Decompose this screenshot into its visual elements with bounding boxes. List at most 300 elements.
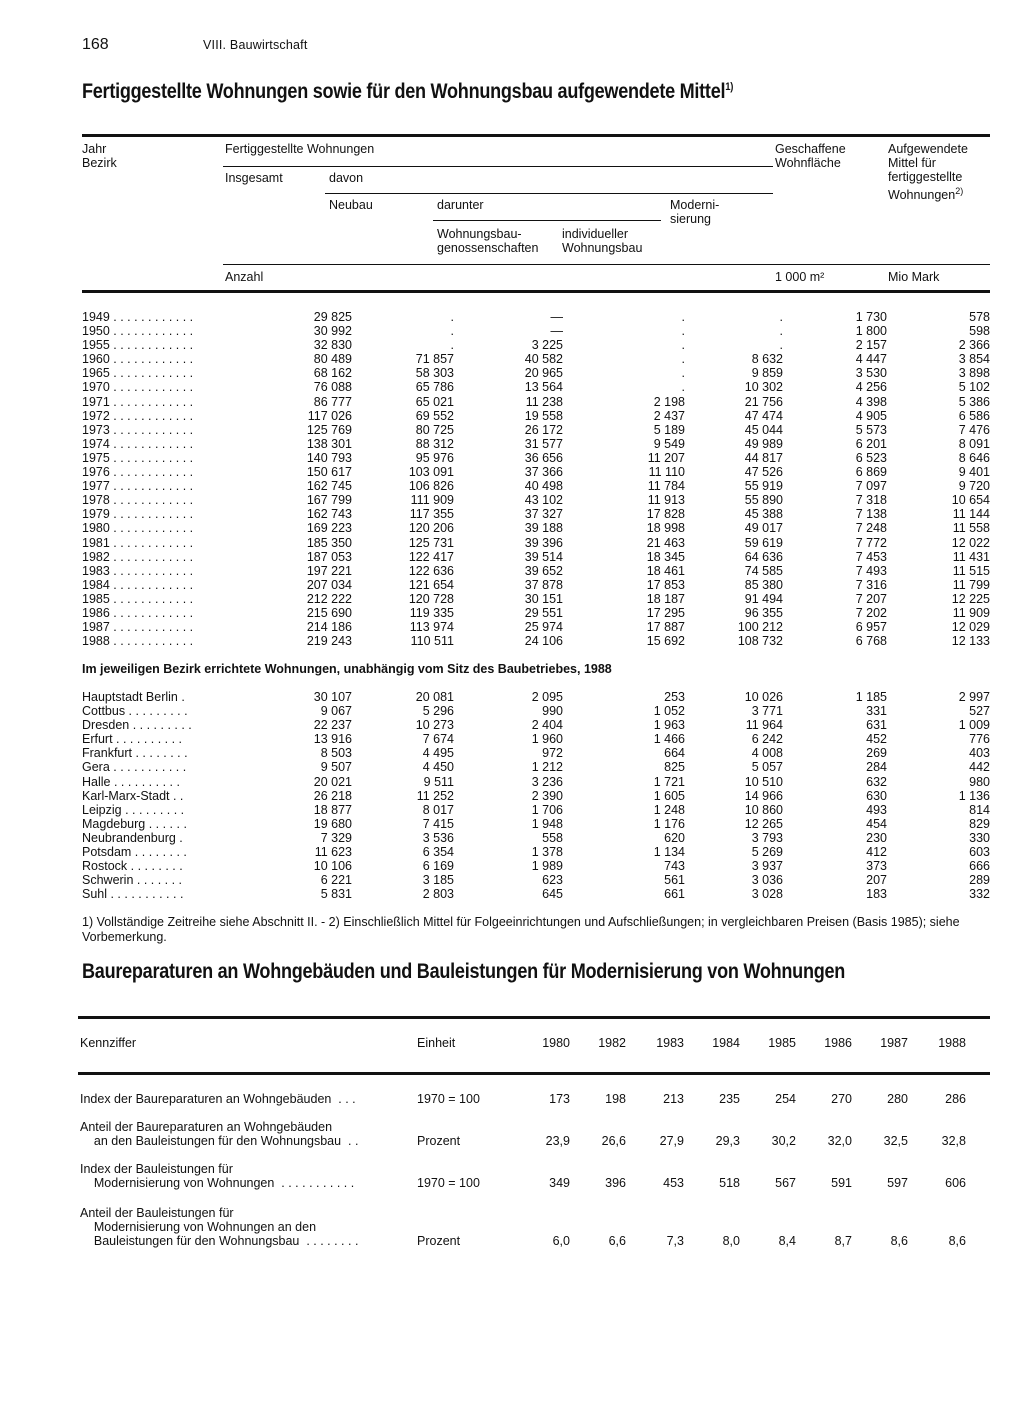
table2-cell-value: 8,7 (834, 1234, 852, 1248)
cell-value: 332 (969, 887, 990, 902)
cell-value: 598 (969, 324, 990, 339)
table2-cell-value: 30,2 (771, 1134, 796, 1148)
row-label: 1973 . . . . . . . . . . . . (82, 422, 194, 437)
cell-value: 8 632 (751, 352, 783, 367)
cell-value: 17 853 (646, 577, 685, 592)
table1-top-rule (82, 134, 990, 137)
table2-cell-value: 32,5 (883, 1134, 908, 1148)
cell-value: 219 243 (306, 634, 352, 649)
cell-value: 1 948 (531, 816, 563, 831)
cell-value: 59 619 (744, 535, 783, 550)
cell-value: 7 493 (855, 563, 887, 578)
year-row (82, 395, 990, 409)
cell-value: 12 133 (951, 634, 990, 649)
table2-row-label: Index der Bauleistungen für Modernisierung von Wohnungen . . . . . . . . . . . (80, 1162, 355, 1190)
cell-value: 814 (969, 802, 990, 817)
year-row (82, 521, 990, 535)
cell-value: 9 549 (653, 436, 685, 451)
row-label: 1986 . . . . . . . . . . . . (82, 605, 194, 620)
cell-value: . (681, 324, 685, 339)
district-row (82, 887, 990, 901)
table2-cell-value: 6,6 (608, 1234, 626, 1248)
rule-units (223, 264, 990, 265)
page-number: 168 (82, 36, 109, 53)
cell-value: 120 728 (408, 591, 454, 606)
cell-value: 9 859 (751, 366, 783, 381)
cell-value: 19 558 (524, 408, 563, 423)
cell-value: 7 138 (855, 507, 887, 522)
cell-value: . (681, 338, 685, 353)
cell-value: 9 720 (958, 479, 990, 494)
row-label: 1955 . . . . . . . . . . . . (82, 338, 194, 353)
year-row (82, 451, 990, 465)
cell-value: 558 (542, 830, 563, 845)
cell-value: 331 (866, 704, 887, 719)
header-davon: davon (329, 171, 364, 185)
cell-value: 49 989 (744, 436, 783, 451)
cell-value: 2 390 (531, 788, 563, 803)
cell-value: 7 097 (855, 479, 887, 494)
cell-value: 7 329 (320, 830, 352, 845)
cell-value: 7 674 (422, 732, 454, 747)
cell-value: 121 654 (408, 577, 454, 592)
unit-1000m2: 1 000 m² (775, 270, 825, 284)
cell-value: . (779, 310, 783, 324)
header-mittel (888, 142, 968, 202)
cell-value: 30 992 (313, 324, 352, 339)
row-label: 1980 . . . . . . . . . . . . (82, 521, 194, 536)
cell-value: . (779, 338, 783, 353)
district-row (82, 760, 990, 774)
cell-value: . (681, 366, 685, 381)
cell-value: 120 206 (408, 521, 454, 536)
cell-value: 45 044 (744, 422, 783, 437)
cell-value: 18 877 (313, 802, 352, 817)
cell-value: 150 617 (306, 465, 352, 480)
cell-value: 603 (969, 845, 990, 860)
cell-value: 7 316 (855, 577, 887, 592)
table2-cell-value: 213 (663, 1092, 684, 1106)
cell-value: 39 188 (524, 521, 563, 536)
cell-value: 620 (664, 830, 685, 845)
cell-value: 6 523 (855, 450, 887, 465)
cell-value: 3 236 (531, 774, 563, 789)
table2-row-label: Anteil der Baureparaturen an Wohngebäuden an den Bauleistungen für den Wohnungsbau . . (80, 1120, 359, 1148)
cell-value: 10 302 (744, 380, 783, 395)
table2-cell-value: 32,8 (941, 1134, 966, 1148)
table1-title-footnote-ref: 1) (725, 81, 734, 93)
cell-value: 645 (542, 887, 563, 902)
cell-value: 5 573 (855, 422, 887, 437)
table2-cell-value: 26,6 (601, 1134, 626, 1148)
cell-value: 623 (542, 873, 563, 888)
table1-title (82, 80, 733, 104)
cell-value: 47 474 (744, 408, 783, 423)
row-label: 1949 . . . . . . . . . . . . (82, 310, 194, 324)
cell-value: 11 515 (952, 563, 990, 578)
cell-value: 8 017 (422, 802, 454, 817)
year-row (82, 465, 990, 479)
cell-value: 6 957 (855, 620, 887, 635)
cell-value: 40 582 (524, 352, 563, 367)
cell-value: 39 396 (524, 535, 563, 550)
cell-value: 11 784 (647, 479, 685, 494)
cell-value: 11 909 (952, 605, 990, 620)
cell-value: 21 756 (744, 394, 783, 409)
cell-value: 269 (866, 746, 887, 761)
cell-value: 6 354 (422, 845, 454, 860)
year-row (82, 493, 990, 507)
cell-value: 13 916 (313, 732, 352, 747)
cell-value: 30 151 (524, 591, 563, 606)
cell-value: 106 826 (408, 479, 454, 494)
cell-value: 117 026 (307, 408, 352, 423)
header-fertiggestellte: Fertiggestellte Wohnungen (225, 142, 375, 156)
cell-value: 69 552 (415, 408, 454, 423)
table2-cell-value: 254 (775, 1092, 796, 1106)
table2-row-unit: Prozent (417, 1134, 461, 1148)
cell-value: 49 017 (744, 521, 783, 536)
cell-value: . (779, 324, 783, 339)
table2-header-bottom-rule (78, 1072, 990, 1075)
district-row (82, 873, 990, 887)
cell-value: 39 652 (524, 563, 563, 578)
cell-value: 289 (969, 873, 990, 888)
cell-value: 17 828 (646, 507, 685, 522)
cell-value: 5 269 (751, 845, 783, 860)
cell-value: 972 (542, 746, 563, 761)
cell-value: 185 350 (306, 535, 352, 550)
table2-year-header: 1984 (712, 1036, 740, 1050)
cell-value: 1 176 (653, 816, 685, 831)
table2-cell-value: 7,3 (666, 1234, 684, 1248)
cell-value: 11 252 (416, 788, 454, 803)
row-label: Potsdam . . . . . . . . (82, 845, 187, 860)
cell-value: 37 878 (524, 577, 563, 592)
row-label: 1979 . . . . . . . . . . . . (82, 507, 194, 522)
row-label: Suhl . . . . . . . . . . . (82, 887, 184, 902)
table2-title: Baureparaturen an Wohngebäuden und Bauleistungen für Modernisierung von Wohnungen (82, 960, 846, 983)
cell-value: 197 221 (306, 563, 352, 578)
table1-title-text: Fertiggestellte Wohnungen sowie für den Wohnungsbau aufgewendete Mittel (82, 80, 726, 103)
year-row (82, 437, 990, 451)
cell-value: 214 186 (306, 620, 352, 635)
cell-value: 11 238 (525, 394, 563, 409)
cell-value: 119 335 (409, 605, 454, 620)
cell-value: 12 022 (951, 535, 990, 550)
cell-value: 55 890 (744, 493, 783, 508)
cell-value: . (681, 310, 685, 324)
cell-value: 3 185 (422, 873, 454, 888)
row-label: Rostock . . . . . . . . (82, 859, 183, 874)
cell-value: 6 201 (855, 436, 887, 451)
table2-row-label: Anteil der Bauleistungen für Modernisierung von Wohnungen an den Bauleistungen für den Wohnungsbau . . . . . . . . (80, 1206, 359, 1248)
cell-value: 110 511 (410, 634, 454, 649)
unit-mio-mark: Mio Mark (888, 270, 940, 284)
header-individueller: individueller Wohnungsbau (562, 227, 643, 255)
cell-value: 80 725 (415, 422, 454, 437)
cell-value: 1 212 (531, 760, 563, 775)
cell-value: 108 732 (737, 634, 783, 649)
table2-cell-value: 32,0 (827, 1134, 852, 1148)
rule-darunter (433, 220, 661, 221)
table2-year-header: 1987 (880, 1036, 908, 1050)
cell-value: 10 860 (744, 802, 783, 817)
cell-value: 12 265 (744, 816, 783, 831)
cell-value: 1 960 (531, 732, 563, 747)
cell-value: 6 768 (855, 634, 887, 649)
cell-value: 493 (866, 802, 887, 817)
cell-value: 743 (664, 859, 685, 874)
years-table (82, 310, 990, 648)
district-row (82, 803, 990, 817)
cell-value: 45 388 (744, 507, 783, 522)
cell-value: 4 398 (855, 394, 887, 409)
cell-value: 100 212 (737, 620, 783, 635)
cell-value: 22 237 (313, 718, 352, 733)
table2-row-unit: 1970 = 100 (417, 1176, 480, 1190)
cell-value: 2 437 (653, 408, 685, 423)
cell-value: 2 997 (958, 690, 990, 704)
cell-value: 65 786 (415, 380, 454, 395)
cell-value: 47 526 (744, 465, 783, 480)
cell-value: 10 106 (313, 859, 352, 874)
year-row (82, 634, 990, 648)
cell-value: 10 654 (951, 493, 990, 508)
cell-value: 664 (664, 746, 685, 761)
cell-value: 1 989 (531, 859, 563, 874)
row-label: Karl-Marx-Stadt . . (82, 788, 184, 803)
table2-cell-value: 29,3 (715, 1134, 740, 1148)
cell-value: 125 769 (306, 422, 352, 437)
year-row (82, 550, 990, 564)
cell-value: 11 431 (952, 549, 990, 564)
year-row (82, 324, 990, 338)
cell-value: 3 036 (751, 873, 783, 888)
district-row (82, 831, 990, 845)
row-label: 1988 . . . . . . . . . . . . (82, 634, 194, 649)
cell-value: 80 489 (313, 352, 352, 367)
table2-header-einheit: Einheit (417, 1036, 456, 1050)
row-label: 1950 . . . . . . . . . . . . (82, 324, 194, 339)
cell-value: 330 (969, 830, 990, 845)
cell-value: 6 869 (855, 465, 887, 480)
cell-value: 990 (542, 704, 563, 719)
cell-value: 11 558 (952, 521, 990, 536)
cell-value: 5 296 (422, 704, 454, 719)
cell-value: 666 (969, 859, 990, 874)
row-label: Erfurt . . . . . . . . . . (82, 732, 183, 747)
district-row (82, 789, 990, 803)
cell-value: 3 937 (751, 859, 783, 874)
footnote: 1) Vollständige Zeitreihe siehe Abschnitt II. - 2) Einschließlich Mittel für Folgeeinrichtungen und Aufschließungen; in vergleichbaren Preisen (Basis 1985); siehe Vorbemerkung. (82, 915, 960, 944)
cell-value: 2 198 (653, 394, 685, 409)
cell-value: 11 110 (648, 465, 685, 480)
rule-fertiggestellte (223, 166, 773, 167)
year-row (82, 578, 990, 592)
year-row (82, 606, 990, 620)
year-row (82, 352, 990, 366)
cell-value: 253 (664, 690, 685, 704)
cell-value: 2 803 (422, 887, 454, 902)
cell-value: 11 207 (647, 450, 685, 465)
cell-value: 71 857 (415, 352, 454, 367)
table2-top-rule (78, 1016, 990, 1019)
year-row (82, 310, 990, 324)
cell-value: 5 057 (751, 760, 783, 775)
row-label: Magdeburg . . . . . . (82, 816, 187, 831)
cell-value: 162 745 (306, 479, 352, 494)
cell-value: 2 366 (958, 338, 990, 353)
cell-value: 776 (969, 732, 990, 747)
cell-value: 113 974 (409, 620, 454, 635)
cell-value: 36 656 (524, 450, 563, 465)
header-jahr-bezirk: Jahr Bezirk (82, 142, 117, 170)
district-row (82, 775, 990, 789)
cell-value: — (550, 324, 563, 339)
row-label: Neubrandenburg . (82, 830, 183, 845)
districts-title: Im jeweiligen Bezirk errichtete Wohnungen, unabhängig vom Sitz des Baubetriebes, 1988 (82, 662, 612, 676)
table2-cell-value: 567 (775, 1176, 796, 1190)
table2-year-header: 1983 (656, 1036, 684, 1050)
district-row (82, 859, 990, 873)
cell-value: 561 (664, 873, 685, 888)
cell-value: 85 380 (744, 577, 783, 592)
cell-value: 5 831 (320, 887, 352, 902)
row-label: 1981 . . . . . . . . . . . . (82, 535, 194, 550)
header-darunter: darunter (437, 198, 484, 212)
table2-year-header: 1988 (938, 1036, 966, 1050)
cell-value: 19 680 (313, 816, 352, 831)
cell-value: 18 345 (646, 549, 685, 564)
year-row (82, 479, 990, 493)
cell-value: 167 799 (306, 493, 352, 508)
cell-value: — (550, 310, 563, 324)
cell-value: 3 898 (958, 366, 990, 381)
cell-value: 7 415 (422, 816, 454, 831)
cell-value: 25 974 (524, 620, 563, 635)
cell-value: 64 636 (744, 549, 783, 564)
year-row (82, 423, 990, 437)
cell-value: 6 586 (958, 408, 990, 423)
table2-cell-value: 280 (887, 1092, 908, 1106)
cell-value: 11 799 (952, 577, 990, 592)
cell-value: 3 771 (751, 704, 783, 719)
cell-value: 7 202 (855, 605, 887, 620)
cell-value: 7 207 (855, 591, 887, 606)
cell-value: 578 (969, 310, 990, 324)
row-label: 1984 . . . . . . . . . . . . (82, 577, 194, 592)
cell-value: 6 221 (320, 873, 352, 888)
table2-cell-value: 27,9 (659, 1134, 684, 1148)
cell-value: 1 378 (531, 845, 563, 860)
cell-value: 230 (866, 830, 887, 845)
cell-value: 95 976 (415, 450, 454, 465)
district-row (82, 845, 990, 859)
cell-value: 10 273 (415, 718, 454, 733)
cell-value: 14 966 (744, 788, 783, 803)
header-mittel-footnote-ref: 2) (955, 186, 964, 196)
table2-cell-value: 606 (945, 1176, 966, 1190)
cell-value: . (450, 310, 454, 324)
cell-value: 30 107 (313, 690, 352, 704)
cell-value: 183 (866, 887, 887, 902)
cell-value: 3 028 (751, 887, 783, 902)
cell-value: 74 585 (744, 563, 783, 578)
cell-value: 15 692 (646, 634, 685, 649)
year-row (82, 338, 990, 352)
cell-value: 9 507 (320, 760, 352, 775)
cell-value: 9 401 (958, 465, 990, 480)
cell-value: 125 731 (408, 535, 454, 550)
table2-cell-value: 597 (887, 1176, 908, 1190)
row-label: 1975 . . . . . . . . . . . . (82, 450, 194, 465)
table2-cell-value: 8,0 (722, 1234, 740, 1248)
row-label: 1976 . . . . . . . . . . . . (82, 465, 194, 480)
district-row (82, 690, 990, 704)
table1-header-bottom-rule (82, 290, 990, 293)
cell-value: . (681, 352, 685, 367)
cell-value: 284 (866, 760, 887, 775)
cell-value: 1 185 (855, 690, 887, 704)
rule-davon (325, 193, 773, 194)
cell-value: 68 162 (313, 366, 352, 381)
cell-value: 630 (866, 788, 887, 803)
row-label: Halle . . . . . . . . . . (82, 774, 180, 789)
header-neubau: Neubau (329, 198, 373, 212)
table2-header-kennziffer: Kennziffer (80, 1036, 137, 1050)
cell-value: 3 536 (422, 830, 454, 845)
cell-value: 86 777 (313, 394, 352, 409)
table2-year-header: 1986 (824, 1036, 852, 1050)
cell-value: 4 450 (422, 760, 454, 775)
cell-value: 6 169 (422, 859, 454, 874)
cell-value: 1 963 (653, 718, 685, 733)
row-label: 1960 . . . . . . . . . . . . (82, 352, 194, 367)
cell-value: 3 854 (958, 352, 990, 367)
cell-value: 11 144 (952, 507, 990, 522)
cell-value: 4 008 (751, 746, 783, 761)
row-label: 1982 . . . . . . . . . . . . (82, 549, 194, 564)
cell-value: 26 172 (524, 422, 563, 437)
cell-value: 1 134 (653, 845, 685, 860)
header-wohnflaeche: Geschaffene Wohnfläche (775, 142, 846, 170)
table2-year-header: 1982 (598, 1036, 626, 1050)
cell-value: 412 (866, 845, 887, 860)
row-label: 1983 . . . . . . . . . . . . (82, 563, 194, 578)
cell-value: 117 355 (409, 507, 454, 522)
cell-value: 7 248 (855, 521, 887, 536)
cell-value: 65 021 (415, 394, 454, 409)
cell-value: 825 (664, 760, 685, 775)
district-row (82, 718, 990, 732)
cell-value: 103 091 (408, 465, 454, 480)
row-label: 1970 . . . . . . . . . . . . (82, 380, 194, 395)
table2-year-header: 1985 (768, 1036, 796, 1050)
cell-value: 4 905 (855, 408, 887, 423)
cell-value: 138 301 (306, 436, 352, 451)
cell-value: 18 998 (646, 521, 685, 536)
cell-value: 1 706 (531, 802, 563, 817)
cell-value: 1 009 (958, 718, 990, 733)
cell-value: 10 510 (744, 774, 783, 789)
table2-cell-value: 173 (549, 1092, 570, 1106)
cell-value: 13 564 (524, 380, 563, 395)
table2-cell-value: 23,9 (545, 1134, 570, 1148)
row-label: Schwerin . . . . . . . (82, 873, 183, 888)
table2-cell-value: 8,4 (778, 1234, 796, 1248)
cell-value: 1 730 (855, 310, 887, 324)
